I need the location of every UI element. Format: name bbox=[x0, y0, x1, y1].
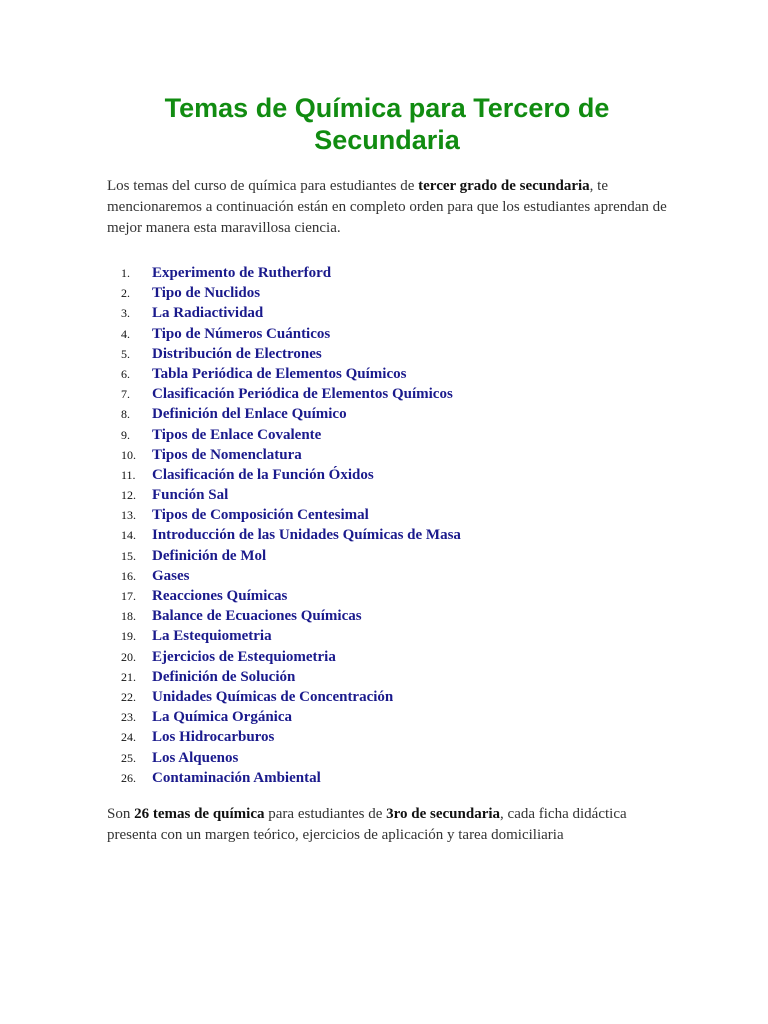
list-item-number: 12. bbox=[121, 488, 136, 503]
topics-list bbox=[107, 263, 667, 788]
list-item bbox=[107, 606, 667, 626]
list-item-number: 7. bbox=[121, 387, 130, 402]
topic-link[interactable]: Tipos de Enlace Covalente bbox=[152, 426, 322, 443]
list-item-number: 2. bbox=[121, 286, 130, 301]
outro-text-1: Son bbox=[107, 805, 135, 822]
list-item-number: 22. bbox=[121, 689, 136, 704]
document-page bbox=[107, 92, 667, 846]
topic-link[interactable]: Balance de Ecuaciones Químicas bbox=[152, 608, 362, 625]
list-item-number: 10. bbox=[121, 447, 136, 462]
topic-link[interactable]: La Radiactividad bbox=[152, 305, 264, 322]
list-item-number: 24. bbox=[121, 730, 136, 745]
list-item-number: 1. bbox=[121, 266, 130, 280]
intro-paragraph bbox=[107, 176, 667, 239]
list-item bbox=[107, 626, 667, 646]
list-item-number: 19. bbox=[121, 629, 136, 644]
topic-link[interactable]: Tipos de Nomenclatura bbox=[152, 446, 302, 463]
outro-emphasis-count: 26 temas de química bbox=[134, 805, 265, 822]
outro-paragraph bbox=[107, 804, 667, 846]
topic-link[interactable]: Función Sal bbox=[152, 487, 229, 504]
list-item bbox=[107, 425, 667, 445]
topic-link[interactable]: Tipos de Composición Centesimal bbox=[152, 507, 369, 524]
list-item bbox=[107, 324, 667, 344]
topic-link[interactable]: Definición de Mol bbox=[152, 547, 267, 564]
list-item bbox=[107, 707, 667, 727]
list-item-number: 6. bbox=[121, 366, 130, 381]
list-item bbox=[107, 303, 667, 323]
list-item bbox=[107, 525, 667, 545]
topic-link[interactable]: Ejercicios de Estequiometria bbox=[152, 648, 336, 665]
list-item-number: 17. bbox=[121, 589, 136, 603]
topic-link[interactable]: Definición del Enlace Químico bbox=[152, 406, 347, 423]
list-item bbox=[107, 344, 667, 364]
list-item-number: 21. bbox=[121, 669, 136, 684]
list-item bbox=[107, 647, 667, 667]
topic-link[interactable]: Experimento de Rutherford bbox=[152, 265, 332, 281]
topic-link[interactable]: Contaminación Ambiental bbox=[152, 769, 321, 786]
topic-link[interactable]: Tipo de Nuclidos bbox=[152, 285, 261, 302]
topic-link[interactable]: Introducción de las Unidades Químicas de Masa bbox=[152, 527, 461, 544]
outro-text-2: para estudiantes de bbox=[264, 805, 387, 822]
list-item-number: 18. bbox=[121, 609, 136, 624]
list-item-number: 20. bbox=[121, 649, 136, 664]
list-item bbox=[107, 667, 667, 687]
list-item bbox=[107, 566, 667, 586]
list-item bbox=[107, 404, 667, 424]
topic-link[interactable]: Distribución de Electrones bbox=[152, 345, 322, 362]
outro-emphasis-grade: 3ro de secundaria bbox=[386, 805, 501, 822]
list-item-number: 16. bbox=[121, 568, 136, 583]
topic-link[interactable]: Unidades Químicas de Concentración bbox=[152, 688, 394, 705]
list-item bbox=[107, 546, 667, 566]
intro-emphasis: tercer grado de secundaria bbox=[418, 178, 590, 194]
topic-link[interactable]: Gases bbox=[152, 567, 190, 584]
list-item bbox=[107, 727, 667, 747]
list-item-number: 5. bbox=[121, 346, 130, 361]
list-item bbox=[107, 384, 667, 404]
topic-link[interactable]: Definición de Solución bbox=[152, 668, 296, 685]
list-item-number: 3. bbox=[121, 306, 130, 321]
list-item bbox=[107, 586, 667, 606]
topic-link[interactable]: Los Hidrocarburos bbox=[152, 729, 275, 746]
topic-link[interactable]: La Química Orgánica bbox=[152, 709, 292, 726]
outro-text-3: , cada ficha didáctica presenta con un margen teórico, ejercicios de aplicación y tarea domiciliaria bbox=[107, 805, 627, 843]
list-item bbox=[107, 505, 667, 525]
list-item bbox=[107, 445, 667, 465]
list-item-number: 4. bbox=[121, 326, 130, 341]
page-title: Temas de Química para Tercero de Secundaria bbox=[164, 93, 610, 155]
list-item-number: 13. bbox=[121, 508, 136, 523]
list-item bbox=[107, 768, 667, 788]
list-item-number: 26. bbox=[121, 770, 136, 785]
list-item bbox=[107, 748, 667, 768]
list-item-number: 15. bbox=[121, 548, 136, 563]
list-item bbox=[107, 465, 667, 485]
topic-link[interactable]: Los Alquenos bbox=[152, 749, 239, 766]
list-item-number: 11. bbox=[121, 467, 136, 482]
list-item-number: 23. bbox=[121, 710, 136, 725]
list-item bbox=[107, 263, 667, 283]
list-item bbox=[107, 687, 667, 707]
topic-link[interactable]: La Estequiometria bbox=[152, 628, 272, 645]
intro-text-before: Los temas del curso de química para estudiantes de bbox=[107, 178, 419, 194]
topic-link[interactable]: Tabla Periódica de Elementos Químicos bbox=[152, 365, 407, 382]
list-item-number: 14. bbox=[121, 528, 136, 543]
list-item bbox=[107, 283, 667, 303]
list-item-number: 8. bbox=[121, 407, 130, 422]
list-item-number: 9. bbox=[121, 427, 130, 442]
intro-text-after: , te mencionaremos a continuación están en completo orden para que los estudiantes aprendan de mejor manera esta maravillosa ciencia. bbox=[107, 178, 667, 236]
list-item bbox=[107, 364, 667, 384]
list-item-number: 25. bbox=[121, 750, 136, 765]
topic-link[interactable]: Clasificación de la Función Óxidos bbox=[152, 466, 374, 483]
topic-link[interactable]: Tipo de Números Cuánticos bbox=[152, 325, 331, 342]
topic-link[interactable]: Reacciones Químicas bbox=[152, 588, 288, 604]
list-item bbox=[107, 485, 667, 505]
topic-link[interactable]: Clasificación Periódica de Elementos Químicos bbox=[152, 386, 453, 403]
